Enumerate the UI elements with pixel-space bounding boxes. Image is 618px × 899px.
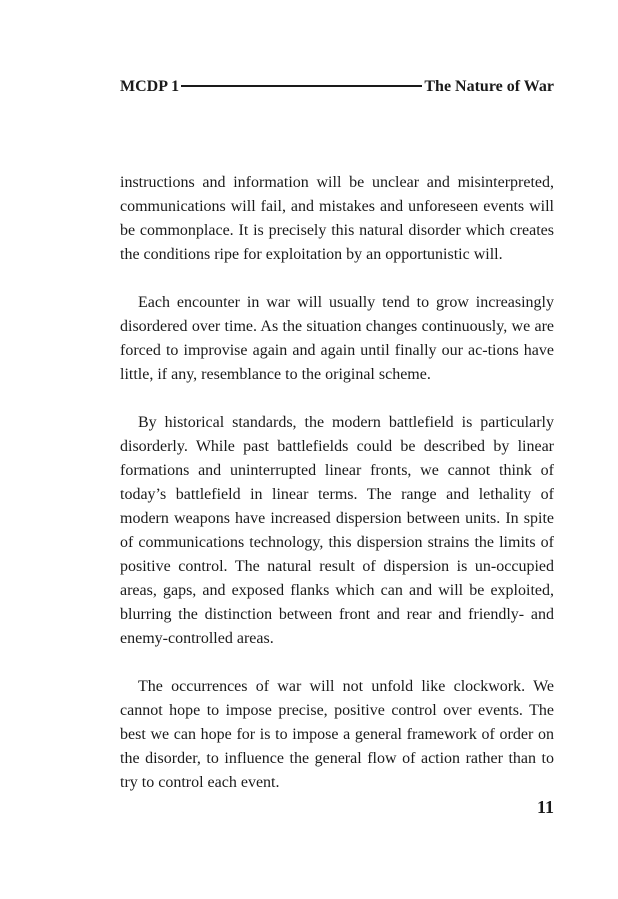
paragraph-3: By historical standards, the modern battlefield is particularly disorderly. While past battlefields could be described by linear formations and uninterrupted linear fronts, we cannot think of today’s battlefield in linear terms. The range and lethality of modern weapons have increased dispersion between units. In spite of communications technology, this dispersion strains the limits of positive control. The natural result of dispersion is un-occupied areas, gaps, and exposed flanks which can and will be exploited, blurring the distinction between front and rear and friendly- and enemy-controlled areas. [120,414,554,647]
paragraph-2: Each encounter in war will usually tend to grow increasingly disordered over time. As the situation changes continuously, we are forced to improvise again and again until finally our ac-tions have little, if any, resemblance to the original scheme. [120,294,554,383]
header-rule [181,85,422,87]
paragraph-1: instructions and information will be unclear and misinterpreted, communications will fail, and mistakes and unforeseen events will be commonplace. It is precisely this natural disorder which creates the conditions ripe for exploitation by an opportunistic will. [120,174,554,263]
running-header [120,77,554,97]
paragraph-4: The occurrences of war will not unfold like clockwork. We cannot hope to impose precise, positive control over events. The best we can hope for is to impose a general framework of order on the disorder, to influence the general flow of action rather than to try to control each event. [120,678,554,791]
header-chapter-title: The Nature of War [424,78,554,95]
body-text [120,171,554,819]
header-publication-label: MCDP 1 [120,78,180,95]
page-number: 11 [536,797,554,817]
